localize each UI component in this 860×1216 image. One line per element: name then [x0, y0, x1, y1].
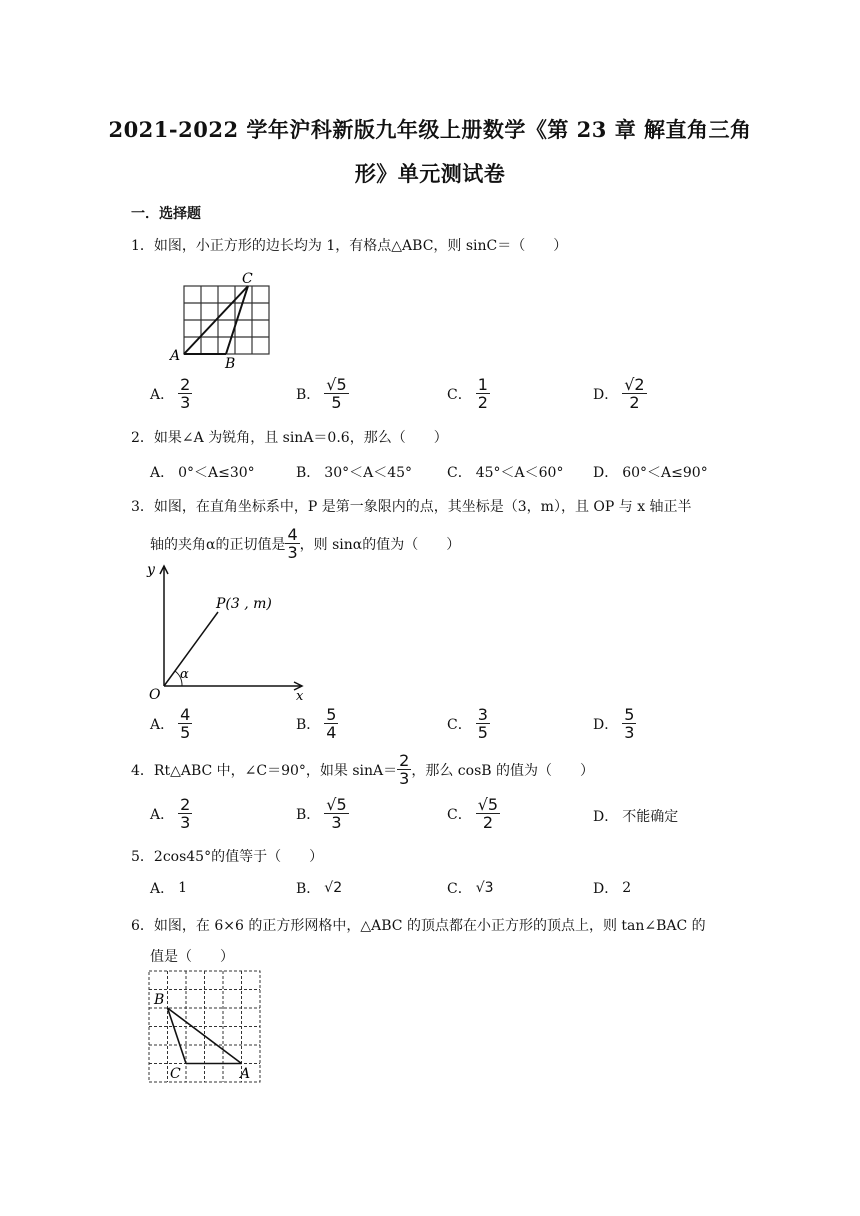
vertex-label-a: A: [240, 1066, 251, 1082]
q4-option-c[interactable]: C． $\frac{√5}{2}$: [447, 795, 499, 832]
q4-option-d[interactable]: D． 不能确定: [593, 809, 679, 825]
question-6-text-line2: 值是（ ）: [150, 949, 234, 965]
question-6-figure: [144, 966, 266, 1088]
question-1-text: 1．如图，小正方形的边长均为 1，有格点△ABC，则 sinC＝（ ）: [131, 238, 568, 254]
q1-option-c[interactable]: C． $\frac{1}{2}$: [447, 375, 488, 412]
q4-option-b[interactable]: B． $\frac{√5}{3}$: [296, 795, 347, 832]
q1-option-d[interactable]: D． $\frac{√2}{2}$: [593, 375, 645, 412]
q5-option-d[interactable]: D． 2: [593, 880, 632, 897]
q5-option-b[interactable]: B． √2: [296, 880, 343, 897]
origin-label: O: [149, 687, 161, 702]
page-title-line1: 2021-2022 学年沪科新版九年级上册数学《第 23 章 解直角三角: [108, 117, 752, 142]
question-3-figure: [144, 560, 314, 702]
q2-option-a[interactable]: A． 0°＜A≤30°: [150, 465, 255, 481]
vertex-label-b: B: [225, 356, 236, 372]
q5-option-c[interactable]: C． √3: [447, 880, 494, 897]
segment-op: [164, 612, 218, 686]
vertex-label-c: C: [242, 271, 253, 287]
axis-label-x: x: [296, 689, 304, 702]
question-3-text: 3．如图，在直角坐标系中，P 是第一象限内的点，其坐标是（3，m），且 OP 与 x 轴正半: [131, 499, 692, 515]
vertex-label-b: B: [154, 992, 165, 1008]
question-1-figure: [166, 268, 276, 374]
question-2-text: 2．如果∠A 为锐角，且 sinA＝0.6，那么（ ）: [131, 430, 448, 446]
q4-option-a[interactable]: A． $\frac{2}{3}$: [150, 795, 191, 832]
q1-option-b[interactable]: B． $\frac{√5}{5}$: [296, 375, 347, 412]
angle-label-alpha: α: [180, 667, 189, 682]
question-6-text: 6．如图，在 6×6 的正方形网格中，△ABC 的顶点都在小正方形的顶点上，则 tan∠BAC 的: [131, 918, 706, 934]
q3-option-c[interactable]: C． $\frac{3}{5}$: [447, 705, 488, 742]
vertex-label-a: A: [170, 348, 181, 364]
section-heading: 一．选择题: [131, 206, 201, 222]
axis-label-y: y: [147, 562, 155, 578]
q2-option-d[interactable]: D． 60°＜A≤90°: [593, 465, 708, 481]
grid: [184, 286, 269, 354]
question-5-text: 5．2cos45°的值等于（ ）: [131, 849, 324, 865]
question-4-text: 4．Rt△ABC 中，∠C＝90°，如果 sinA＝ $\frac{2}{3}$ ，那么 cosB 的值为（ ）: [131, 751, 595, 788]
question-3-text-line2: 轴的夹角α的正切值是 $\frac{4}{3}$ ，则 sinα的值为（ ）: [150, 525, 461, 562]
q3-option-a[interactable]: A． $\frac{4}{5}$: [150, 705, 191, 742]
vertex-label-c: C: [170, 1066, 181, 1082]
point-label-p: P(3 , m): [216, 596, 272, 612]
q3-option-b[interactable]: B． $\frac{5}{4}$: [296, 705, 337, 742]
q2-option-b[interactable]: B． 30°＜A＜45°: [296, 465, 413, 481]
q5-option-a[interactable]: A． 1: [150, 880, 188, 897]
q2-option-c[interactable]: C． 45°＜A＜60°: [447, 465, 564, 481]
q3-option-d[interactable]: D． $\frac{5}{3}$: [593, 705, 635, 742]
q1-option-a[interactable]: A． $\frac{2}{3}$: [150, 375, 191, 412]
page-title-line2: 形》单元测试卷: [354, 161, 506, 186]
